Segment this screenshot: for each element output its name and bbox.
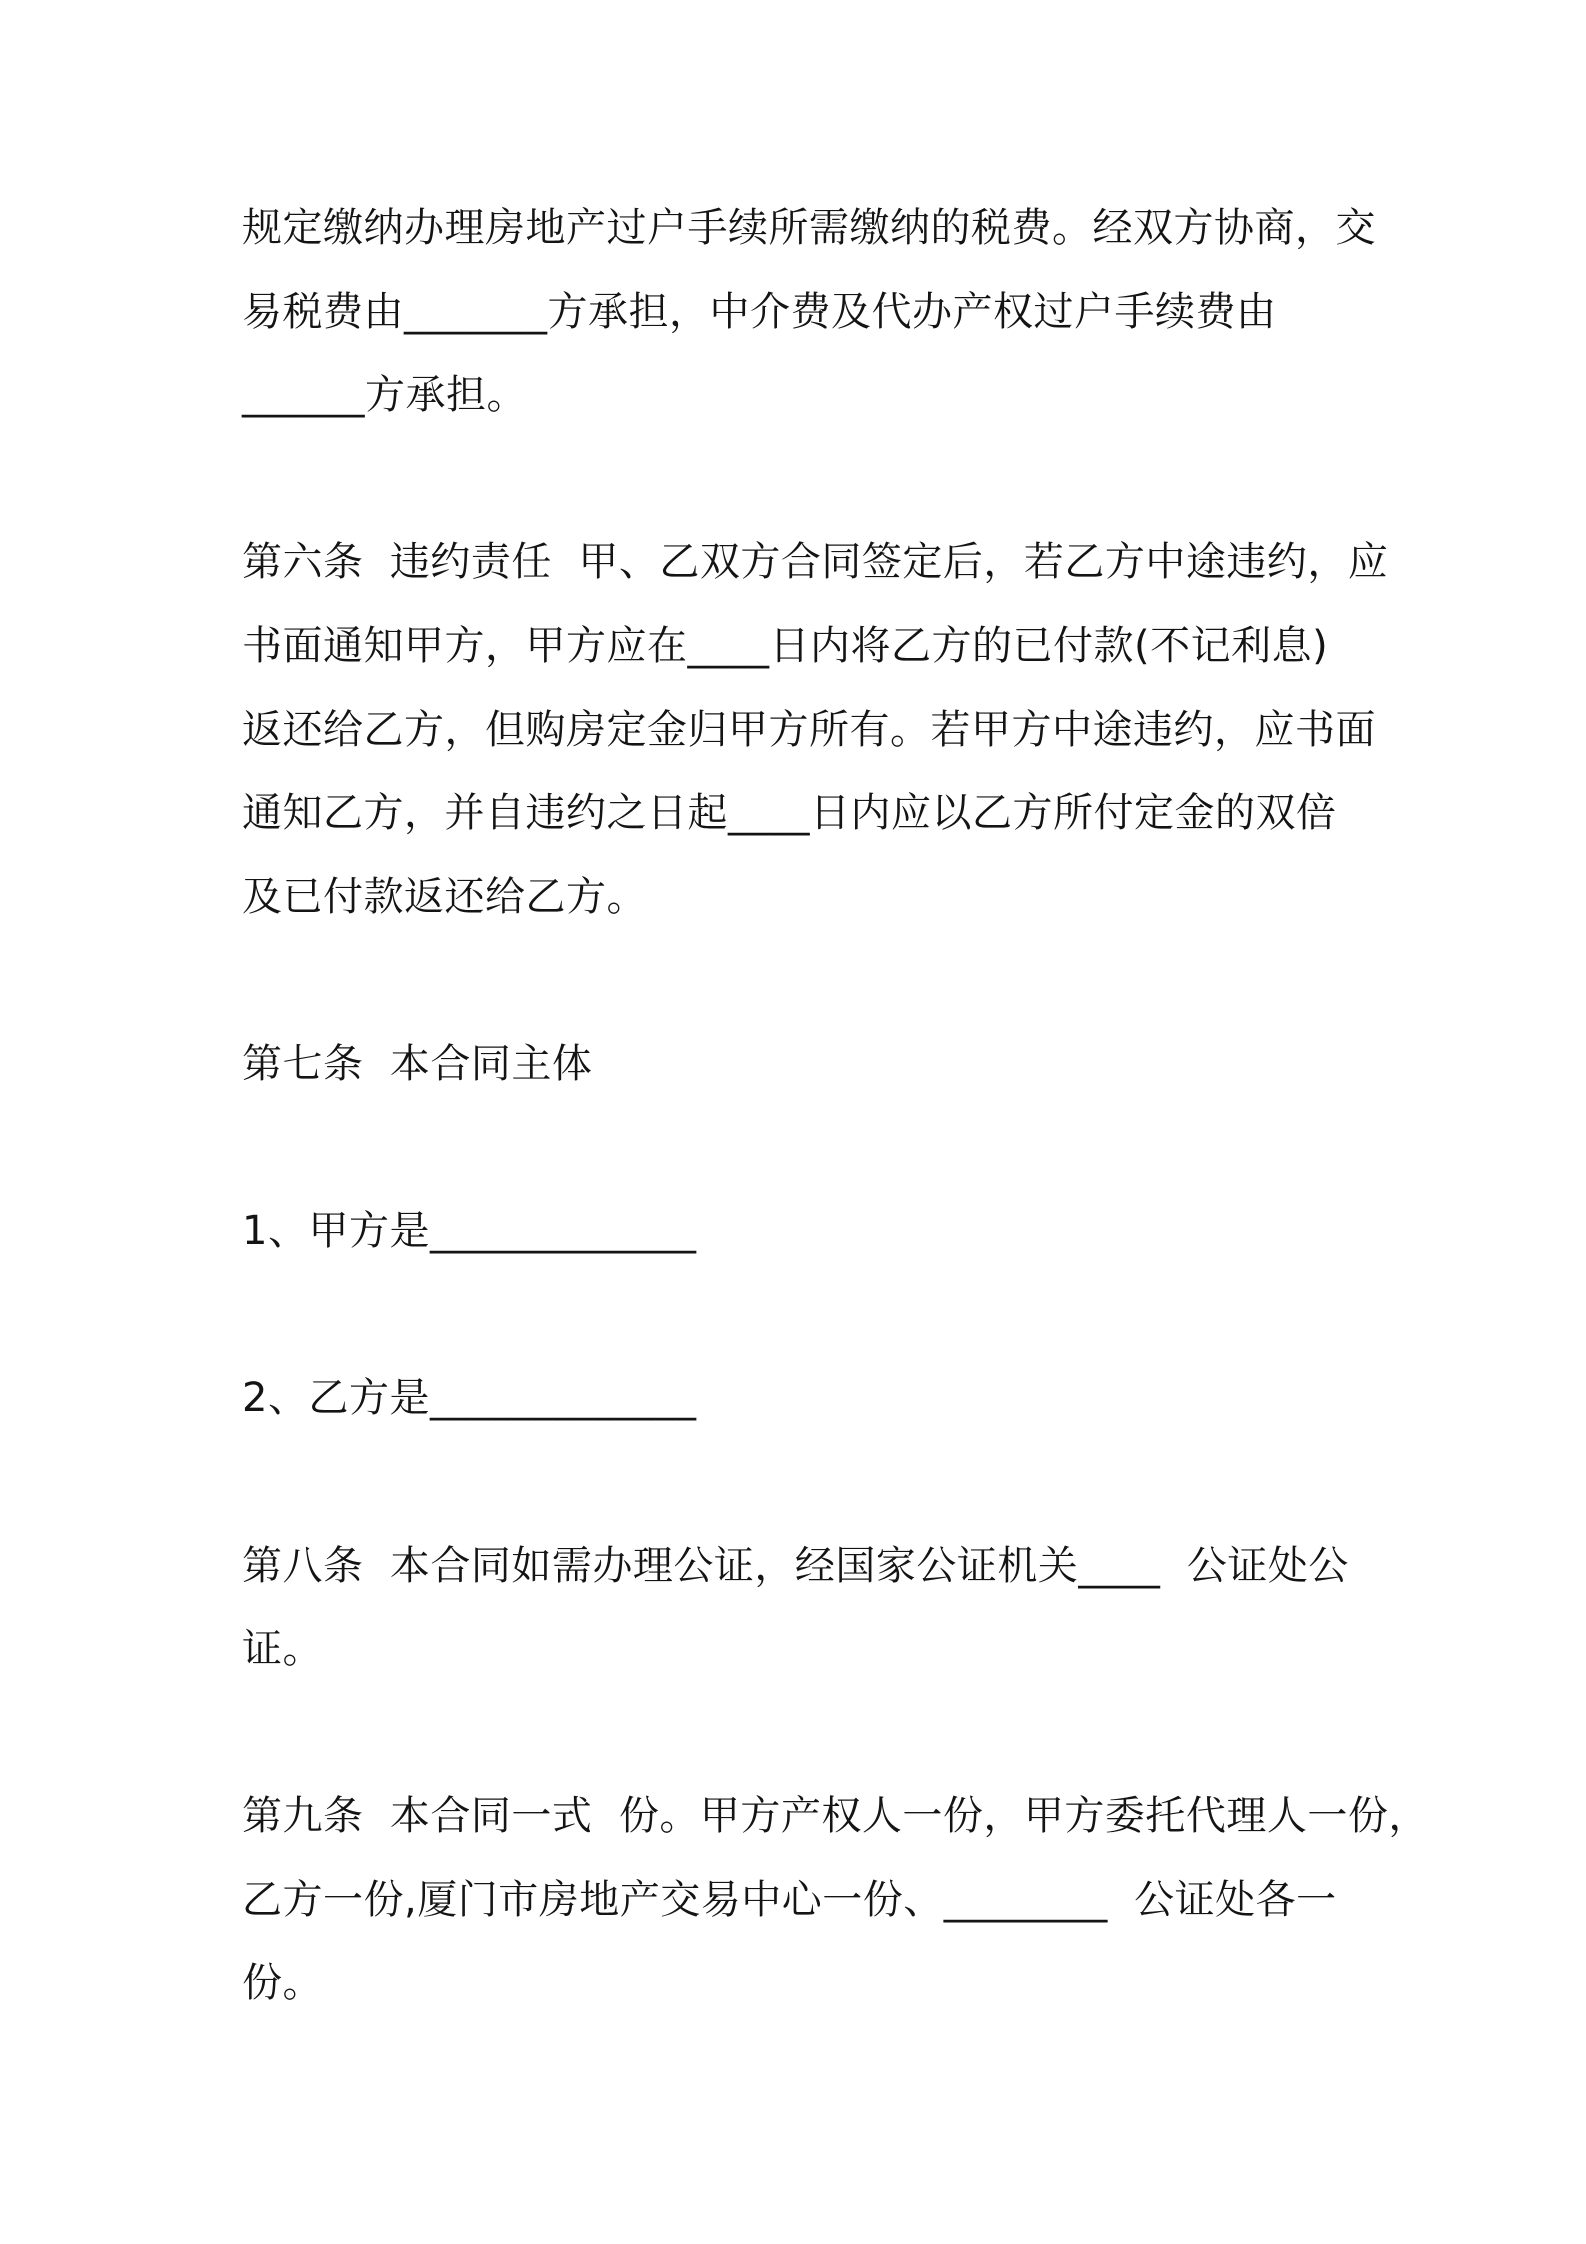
party-b-line: 2、乙方是_____________ — [242, 1375, 697, 1421]
article-7-heading: 第七条 本合同主体 — [242, 1041, 593, 1087]
article-6-line-2: 书面通知甲方，甲方应在____日内将乙方的已付款(不记利息) — [242, 623, 1329, 669]
article-6-line-1: 第六条 违约责任 甲、乙双方合同签定后，若乙方中途违约，应 — [242, 539, 1389, 585]
article-6-line-3: 返还给乙方，但购房定金归甲方所有。若甲方中途违约，应书面 — [242, 707, 1376, 753]
article-9-line-3: 份。 — [242, 1960, 323, 2006]
article-8-line-1: 第八条 本合同如需办理公证，经国家公证机关____ 公证处公 — [242, 1543, 1349, 1589]
tax-fees-line-1: 规定缴纳办理房地产过户手续所需缴纳的税费。经双方协商，交 — [242, 205, 1376, 251]
article-6-line-5: 及已付款返还给乙方。 — [242, 874, 647, 920]
article-9-line-1: 第九条 本合同一式 份。甲方产权人一份，甲方委托代理人一份， — [242, 1793, 1429, 1839]
article-9-line-2: 乙方一份,厦门市房地产交易中心一份、________ 公证处各一 — [242, 1877, 1337, 1923]
tax-fees-line-2: 易税费由_______方承担，中介费及代办产权过户手续费由 — [242, 289, 1277, 335]
party-a-line: 1、甲方是_____________ — [242, 1208, 697, 1254]
tax-fees-line-3: ______方承担。 — [242, 372, 527, 418]
article-6-line-4: 通知乙方，并自违约之日起____日内应以乙方所付定金的双倍 — [242, 790, 1337, 836]
article-8-line-2: 证。 — [242, 1626, 323, 1672]
